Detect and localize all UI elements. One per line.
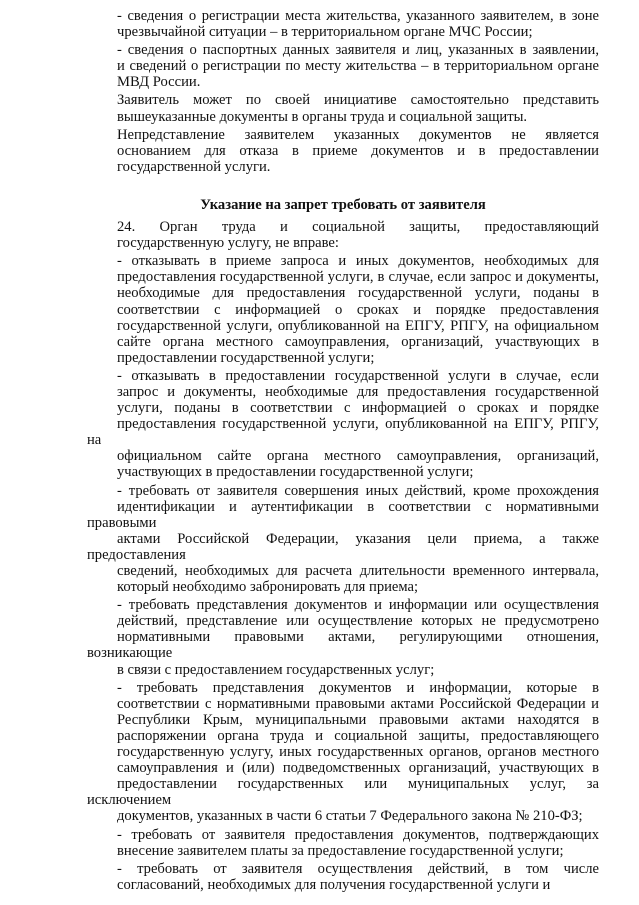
paragraph [87,827,599,859]
text-line: - требовать представления документов и информации или осуществления [117,597,599,614]
text-line: документов, указанных в части 6 статьи 7 Федерального закона № 210-ФЗ; [117,808,583,825]
paragraph [87,219,599,251]
text-line: - отказывать в предоставлении государственной услуги в случае, если [117,367,599,384]
text-line: - требовать от заявителя предоставления документов, подтверждающих [117,826,599,843]
text-line: предоставлении государственной услуги; [117,349,375,366]
text-line: - сведения о паспортных данных заявителя и лиц, указанных в заявлении, [117,42,599,59]
text-line: предоставления государственной услуги, в случае, если запрос и документы, [117,269,599,286]
text-line: - требовать представления документов и информации, которые в [117,679,599,696]
text-line: предоставлении государственных или муниципальных услуг, за исключением [87,776,599,809]
text-line: государственной услуги, опубликованной на ЕПГУ, РПГУ, на официальном [117,317,599,334]
paragraph [87,483,599,596]
paragraph [87,861,599,893]
text-line: актами Российской Федерации, указания цели приема, а также предоставления [87,530,599,563]
text-line: сведений, необходимых для расчета длительности временного интервала, [117,563,599,579]
text-line: распоряжении органа труда и социальной защиты, предоставляющего [117,727,599,744]
text-line: который необходимо забронировать для приема; [117,579,419,596]
paragraph [87,42,599,90]
text-line: внесение заявителем платы за предоставление государственной услуги; [117,842,564,859]
paragraph [87,92,599,124]
paragraph [87,368,599,481]
text-line: участвующих в предоставлении государственной услуги; [117,464,474,481]
text-line: - сведения о регистрации места жительства, указанного заявителем, в зоне [117,8,599,24]
text-line: чрезвычайной ситуации – в территориальном органе МЧС России; [117,24,533,41]
text-line: Заявитель может по своей инициативе самостоятельно представить [117,92,599,109]
section-block [87,219,599,893]
text-line: запрос и документы, необходимые для предоставления государственной [117,383,599,400]
paragraph [87,127,599,175]
text-line: 24. Орган труда и социальной защиты, предоставляющий [117,219,599,236]
text-line: идентификации и аутентификации в соответствии с нормативными правовыми [87,498,599,531]
text-line: - требовать от заявителя совершения иных действий, кроме прохождения [117,482,599,499]
text-line: Непредставление заявителем указанных документов не является [117,126,599,143]
text-line: и сведений о регистрации по месту жительства – в территориальном органе [117,58,599,75]
text-line: предоставления государственной услуги, опубликованной на ЕПГУ, РПГУ, на [87,416,599,449]
text-line: в связи с предоставлением государственных услуг; [117,661,435,678]
text-line: Республики Крым, муниципальными правовыми актами находятся в [117,711,599,728]
text-line: основанием для отказа в приеме документов и в предоставлении [117,142,599,159]
text-line: соответствии с информацией о сроках и порядке предоставления [117,301,599,318]
text-line: действий, представление или осуществление которых не предусмотрено [117,613,599,630]
text-line: нормативными правовыми актами, регулирующими отношения, возникающие [87,629,599,662]
section-heading: Указание на запрет требовать от заявителя [200,196,486,213]
text-line: самоуправления и (или) подведомственных организаций, участвующих в [117,760,599,777]
text-line: - отказывать в приеме запроса и иных документов, необходимых для [117,253,599,270]
text-line: официальном сайте органа местного самоуправления, организаций, [117,448,599,465]
text-line: - требовать от заявителя осуществления действий, в том числе [117,860,599,877]
intro-block [87,8,599,175]
text-line: согласований, необходимых для получения государственной услуги и [117,876,551,893]
text-line: необходимые для предоставления государственной услуги, поданы в [117,285,599,302]
text-line: государственную услугу, иных государственных органов, органов местного [117,744,599,761]
paragraph [87,680,599,825]
paragraph [87,597,599,677]
text-line: соответствии с нормативными правовыми актами Российской Федерации и [117,695,599,712]
paragraph [87,253,599,366]
text-line: государственную услугу, не вправе: [117,235,339,252]
text-line: МВД России. [117,74,201,91]
paragraph [87,8,599,40]
text-line: государственной услуги. [117,158,271,175]
text-line: сайте органа местного самоуправления, организаций, участвующих в [117,333,599,350]
text-line: вышеуказанные документы в органы труда и социальной защиты. [117,108,528,125]
text-line: услуги, поданы в соответствии с информацией о сроках и порядке [117,400,599,417]
